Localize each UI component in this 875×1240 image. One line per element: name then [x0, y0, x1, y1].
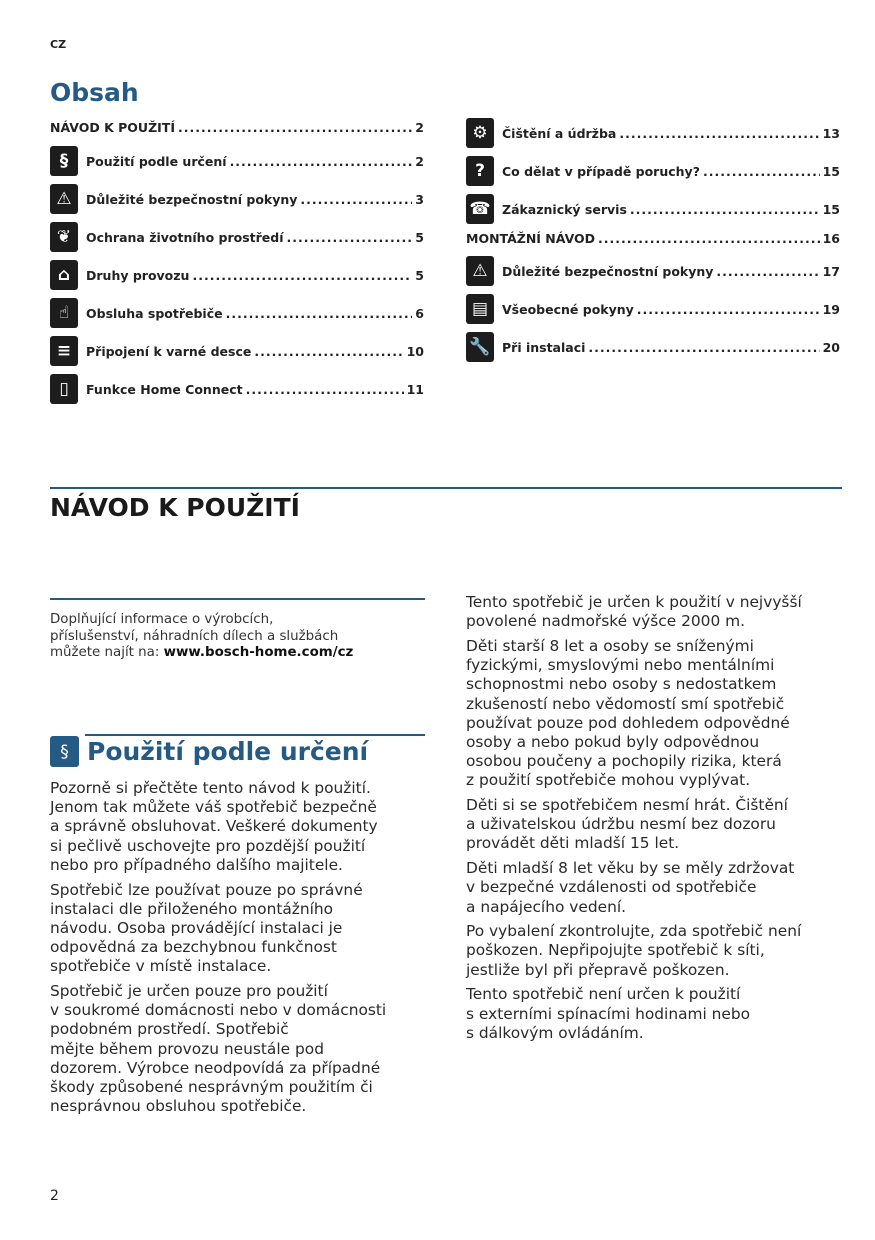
left-text-column [50, 779, 430, 1122]
toc-entry-label: Použití podle určení [86, 153, 227, 169]
toc-entry-label: Obsluha spotřebiče [86, 305, 223, 321]
paragraph: Pozorně si přečtěte tento návod k použití. Jenom tak můžete váš spotřebič bezpečně a správně obsluhovat. Veškeré dokumenty si pečlivě uschovejte pro pozdější použití nebo pro případného dalšího majitele. [50, 779, 378, 874]
toc-entry-page: 20 [822, 339, 840, 355]
toc-entry-page: 3 [415, 191, 424, 207]
info-text [50, 612, 353, 662]
toc-entry-page: 16 [822, 231, 840, 246]
toc-entry[interactable] [50, 222, 424, 252]
toc-entry[interactable] [50, 260, 424, 290]
toc-entry-label: Při instalaci [502, 339, 586, 355]
manual-hand-icon: ▤ [466, 294, 494, 324]
section-hand-icon: § [50, 146, 78, 176]
toc-leader-dots [598, 231, 820, 246]
home-connect-icon: ▯ [50, 374, 78, 404]
toc-entry-page: 15 [822, 163, 840, 179]
paragraph: Tento spotřebič není určen k použití s externími spínacími hodinami nebo s dálkovým ovládáním. [466, 985, 751, 1042]
question-icon: ? [466, 156, 494, 186]
toc-entry-label: Důležité bezpečnostní pokyny [502, 263, 714, 279]
section-hand-icon: § [50, 736, 79, 767]
paragraph: Děti mladší 8 let věku by se měly zdržovat v bezpečné vzdálenosti od spotřebiče a napájecího vedení. [466, 859, 795, 916]
toc-entry-label: Ochrana životního prostředí [86, 229, 284, 245]
toc-leader-dots [254, 344, 403, 359]
toc-entry-label: Důležité bezpečnostní pokyny [86, 191, 298, 207]
fan-house-icon: ⌂ [50, 260, 78, 290]
toc-leader-dots [192, 268, 412, 283]
toc-leader-dots [300, 192, 412, 207]
toc-entry-label: Zákaznický servis [502, 201, 627, 217]
toc-entry[interactable] [466, 118, 840, 148]
paragraph: Spotřebič lze používat pouze po správné instalaci dle přiloženého montážního návodu. Osoba provádějící instalaci je odpovědná za bezchybnou funkčnost spotřebiče v místě instalace. [50, 880, 363, 976]
toc-entry[interactable] [466, 231, 840, 246]
toc-leader-dots [619, 126, 819, 141]
toc-entry[interactable] [466, 256, 840, 286]
toc-entry-label: Všeobecné pokyny [502, 301, 634, 317]
toc-entry-page: 19 [822, 301, 840, 317]
usage-heading [50, 736, 368, 767]
leaf-icon: ❦ [50, 222, 78, 252]
toc-entry-label: Druhy provozu [86, 267, 190, 283]
right-text-column [466, 593, 856, 1048]
section-title: NÁVOD K POUŽITÍ [50, 493, 300, 522]
toc-entry-label: NÁVOD K POUŽITÍ [50, 120, 175, 135]
toc-entry[interactable] [466, 194, 840, 224]
toc-entry[interactable] [50, 298, 424, 328]
toc-entry-page: 15 [822, 201, 840, 217]
toc-leader-dots [226, 306, 413, 321]
gears-icon: ⚙ [466, 118, 494, 148]
toc-leader-dots [716, 264, 819, 279]
toc-entry-page: 5 [415, 229, 424, 245]
page-number: 2 [50, 1188, 59, 1204]
toc-leader-dots [703, 164, 820, 179]
info-divider [50, 598, 425, 600]
toc-entry-page: 11 [406, 381, 424, 397]
toc-entry[interactable] [50, 374, 424, 404]
toc-entry[interactable] [50, 120, 424, 135]
paragraph: Tento spotřebič je určen k použití v nejvyšší povolené nadmořské výšce 2000 m. [466, 593, 802, 631]
toc-entry-page: 10 [406, 343, 424, 359]
website-link[interactable]: www.bosch-home.com/cz [163, 645, 354, 660]
toc-entry[interactable] [50, 336, 424, 366]
warning-icon: ⚠ [50, 184, 78, 214]
toc-entry-page: 2 [415, 120, 424, 135]
toc-leader-dots [637, 302, 820, 317]
toc-entry-page: 2 [415, 153, 424, 169]
toc-leader-dots [178, 120, 412, 135]
toc-entry-label: Co dělat v případě poruchy? [502, 163, 700, 179]
toc-title: Obsah [50, 78, 139, 107]
usage-title: Použití podle určení [87, 737, 369, 766]
toc-leader-dots [630, 202, 820, 217]
hob-connection-icon: ≡ [50, 336, 78, 366]
section-divider [50, 487, 842, 489]
toc-entry[interactable] [50, 184, 424, 214]
toc-entry[interactable] [50, 146, 424, 176]
warning-icon: ⚠ [466, 256, 494, 286]
toc-entry-page: 5 [415, 267, 424, 283]
hand-operation-icon: ☝ [50, 298, 78, 328]
toc-entry-label: Funkce Home Connect [86, 381, 243, 397]
toc-entry-page: 6 [415, 305, 424, 321]
toc-leader-dots [588, 340, 819, 355]
language-code: CZ [50, 38, 67, 51]
info-body: Doplňující informace o výrobcích, příslušenství, náhradních dílech a službách můžete najít na: [50, 612, 339, 660]
toc-entry[interactable] [466, 332, 840, 362]
toc-leader-dots [246, 382, 404, 397]
toc-leader-dots [287, 230, 413, 245]
paragraph: Po vybalení zkontrolujte, zda spotřebič není poškozen. Nepřipojujte spotřebič k síti, jestliže byl při přepravě poškozen. [466, 922, 802, 979]
toc-leader-dots [230, 154, 413, 169]
toc-entry-label: MONTÁŽNÍ NÁVOD [466, 231, 596, 246]
toc-entry-page: 17 [822, 263, 840, 279]
paragraph: Děti starší 8 let a osoby se sníženými fyzickými, smyslovými nebo mentálními schopnostmi nebo osoby s nedostatkem zkušeností nebo vědomostí smí spotřebič používat pouze pod dohledem odpovědné osoby a nebo pokud byly odpovědnou osobou poučeny a pochopily rizika, která z použití spotřebiče mohou vyplývat. [466, 636, 790, 790]
toc-entry[interactable] [466, 156, 840, 186]
toc-entry-label: Čištění a údržba [502, 125, 617, 141]
paragraph: Spotřebič je určen pouze pro použití v soukromé domácnosti nebo v domácnosti podobném prostředí. Spotřebič mějte během provozu neustále pod dozorem. Výrobce neodpovídá za případné škody způsobené nesprávným použitím či nesprávnou obsluhou spotřebiče. [50, 982, 387, 1116]
phone-icon: ☎ [466, 194, 494, 224]
toc-entry[interactable] [466, 294, 840, 324]
toc-entry-page: 13 [822, 125, 840, 141]
paragraph: Děti si se spotřebičem nesmí hrát. Čištění a uživatelskou údržbu nesmí bez dozoru provádět děti mladší 15 let. [466, 796, 788, 853]
toc-entry-label: Připojení k varné desce [86, 343, 252, 359]
wrench-icon: 🔧 [466, 332, 494, 362]
